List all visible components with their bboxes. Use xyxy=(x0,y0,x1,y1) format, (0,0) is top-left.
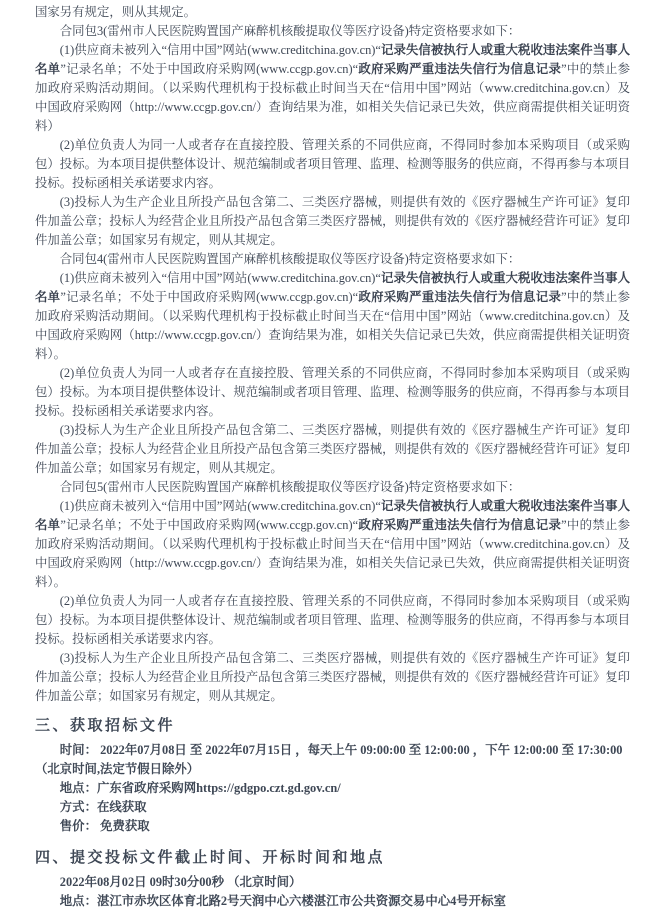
package-4-clause-2: (2)单位负责人为同一人或者存在直接控股、管理关系的不同供应商，不得同时参加本采购项目（或采购包）投标。为本项目提供整体设计、规范编制或者项目管理、监理、检测等服务的供应商，不得再参与本项目投标。投标函相关承诺要求内容。 xyxy=(35,366,630,418)
section-3-location: 地点：广东省政府采购网https://gdgpo.czt.gd.gov.cn/ xyxy=(59,781,341,795)
clause-1-text: (1)供应商未被列入“信用中国”网站(www.creditchina.gov.cn)“ xyxy=(59,43,381,57)
clause-1-text: (1)供应商未被列入“信用中国”网站(www.creditchina.gov.cn)“ xyxy=(59,499,381,513)
section-3-heading: 三、获取招标文件 xyxy=(35,718,176,734)
paragraph-continuation-tail: 国家另有规定，则从其规定。 xyxy=(35,5,197,19)
clause-1-text: ”记录名单；不处于中国政府采购网(www.ccgp.gov.cn)“ xyxy=(60,62,359,76)
clause-1-text: ”记录名单；不处于中国政府采购网(www.ccgp.gov.cn)“ xyxy=(60,518,359,532)
package-4-heading: 合同包4(雷州市人民医院购置国产麻醉机核酸提取仪等医疗设备)特定资格要求如下： xyxy=(59,252,521,266)
section-3-price: 售价： 免费获取 xyxy=(59,819,150,833)
package-3-clause-1 xyxy=(35,41,630,136)
package-5-block xyxy=(35,478,630,706)
package-4-block xyxy=(35,250,630,478)
clause-1-text: ”中的禁止参加政府采购活动期间。（以采购代理机构于投标截止时间当天在“信用中国”网站（www.creditchina.gov.cn）及中国政府采购网（http://www.ccgp.gov.cn/）查询结果为准，如相关失信记录已失效，供应商需提供相关证明资料）。 xyxy=(35,290,631,361)
package-5-clause-1 xyxy=(35,497,630,592)
section-3-time: 时间： 2022年07月08日 至 2022年07月15日 ，每天上午 09:00:00 至 12:00:00 ，下午 12:00:00 至 17:30:00 xyxy=(59,743,623,757)
section-3-time-note: （北京时间,法定节假日除外） xyxy=(35,762,200,776)
section-3-method: 方式：在线获取 xyxy=(59,800,147,814)
clause-1-text: (1)供应商未被列入“信用中国”网站(www.creditchina.gov.cn)“ xyxy=(59,271,381,285)
bold-quoted-phrase: 记录失信被执行人或重大税收违法案件当事人名单 xyxy=(35,271,631,304)
package-5-clause-2: (2)单位负责人为同一人或者存在直接控股、管理关系的不同供应商，不得同时参加本采购项目（或采购包）投标。为本项目提供整体设计、规范编制或者项目管理、监理、检测等服务的供应商，不得再参与本项目投标。投标函相关承诺要求内容。 xyxy=(35,594,630,646)
package-3-heading: 合同包3(雷州市人民医院购置国产麻醉机核酸提取仪等医疗设备)特定资格要求如下： xyxy=(59,24,521,38)
bold-quoted-phrase: 政府采购严重违法失信行为信息记录 xyxy=(358,518,562,532)
package-3-clause-2: (2)单位负责人为同一人或者存在直接控股、管理关系的不同供应商，不得同时参加本采购项目（或采购包）投标。为本项目提供整体设计、规范编制或者项目管理、监理、检测等服务的供应商，不得再参与本项目投标。投标函相关承诺要求内容。 xyxy=(35,138,630,190)
package-4-clause-1 xyxy=(35,269,630,364)
package-5-clause-3: (3)投标人为生产企业且所投产品包含第二、三类医疗器械，则提供有效的《医疗器械生产许可证》复印件加盖公章；投标人为经营企业且所投产品包含第三类医疗器械，则提供有效的《医疗器械经营许可证》复印件加盖公章；如国家另有规定，则从其规定。 xyxy=(35,651,630,703)
section-4-location: 地点：湛江市赤坎区体育北路2号天润中心六楼湛江市公共资源交易中心4号开标室 xyxy=(59,894,506,908)
clause-1-text: ”中的禁止参加政府采购活动期间。（以采购代理机构于投标截止时间当天在“信用中国”网站（www.creditchina.gov.cn）及中国政府采购网（http://www.ccgp.gov.cn/）查询结果为准，如相关失信记录已失效，供应商需提供相关证明资料） xyxy=(35,62,631,133)
clause-1-text: ”记录名单；不处于中国政府采购网(www.ccgp.gov.cn)“ xyxy=(60,290,359,304)
clause-1-text: ”中的禁止参加政府采购活动期间。（以采购代理机构于投标截止时间当天在“信用中国”网站（www.creditchina.gov.cn）及中国政府采购网（http://www.ccgp.gov.cn/）查询结果为准，如相关失信记录已失效，供应商需提供相关证明资料）。 xyxy=(35,518,631,589)
package-3-clause-3: (3)投标人为生产企业且所投产品包含第二、三类医疗器械，则提供有效的《医疗器械生产许可证》复印件加盖公章；投标人为经营企业且所投产品包含第三类医疗器械，则提供有效的《医疗器械经营许可证》复印件加盖公章；如国家另有规定，则从其规定。 xyxy=(35,195,630,247)
section-4-datetime: 2022年08月02日 09时30分00秒 （北京时间） xyxy=(59,875,302,889)
package-3-block xyxy=(35,22,630,250)
bold-quoted-phrase: 政府采购严重违法失信行为信息记录 xyxy=(358,290,562,304)
package-4-clause-3: (3)投标人为生产企业且所投产品包含第二、三类医疗器械，则提供有效的《医疗器械生产许可证》复印件加盖公章；投标人为经营企业且所投产品包含第三类医疗器械，则提供有效的《医疗器械经营许可证》复印件加盖公章；如国家另有规定，则从其规定。 xyxy=(35,423,630,475)
section-4-heading: 四、提交投标文件截止时间、开标时间和地点 xyxy=(35,850,386,866)
bold-quoted-phrase: 政府采购严重违法失信行为信息记录 xyxy=(358,62,562,76)
bold-quoted-phrase: 记录失信被执行人或重大税收违法案件当事人名单 xyxy=(35,43,631,76)
bold-quoted-phrase: 记录失信被执行人或重大税收违法案件当事人名单 xyxy=(35,499,631,532)
package-5-heading: 合同包5(雷州市人民医院购置国产麻醉机核酸提取仪等医疗设备)特定资格要求如下： xyxy=(59,480,521,494)
